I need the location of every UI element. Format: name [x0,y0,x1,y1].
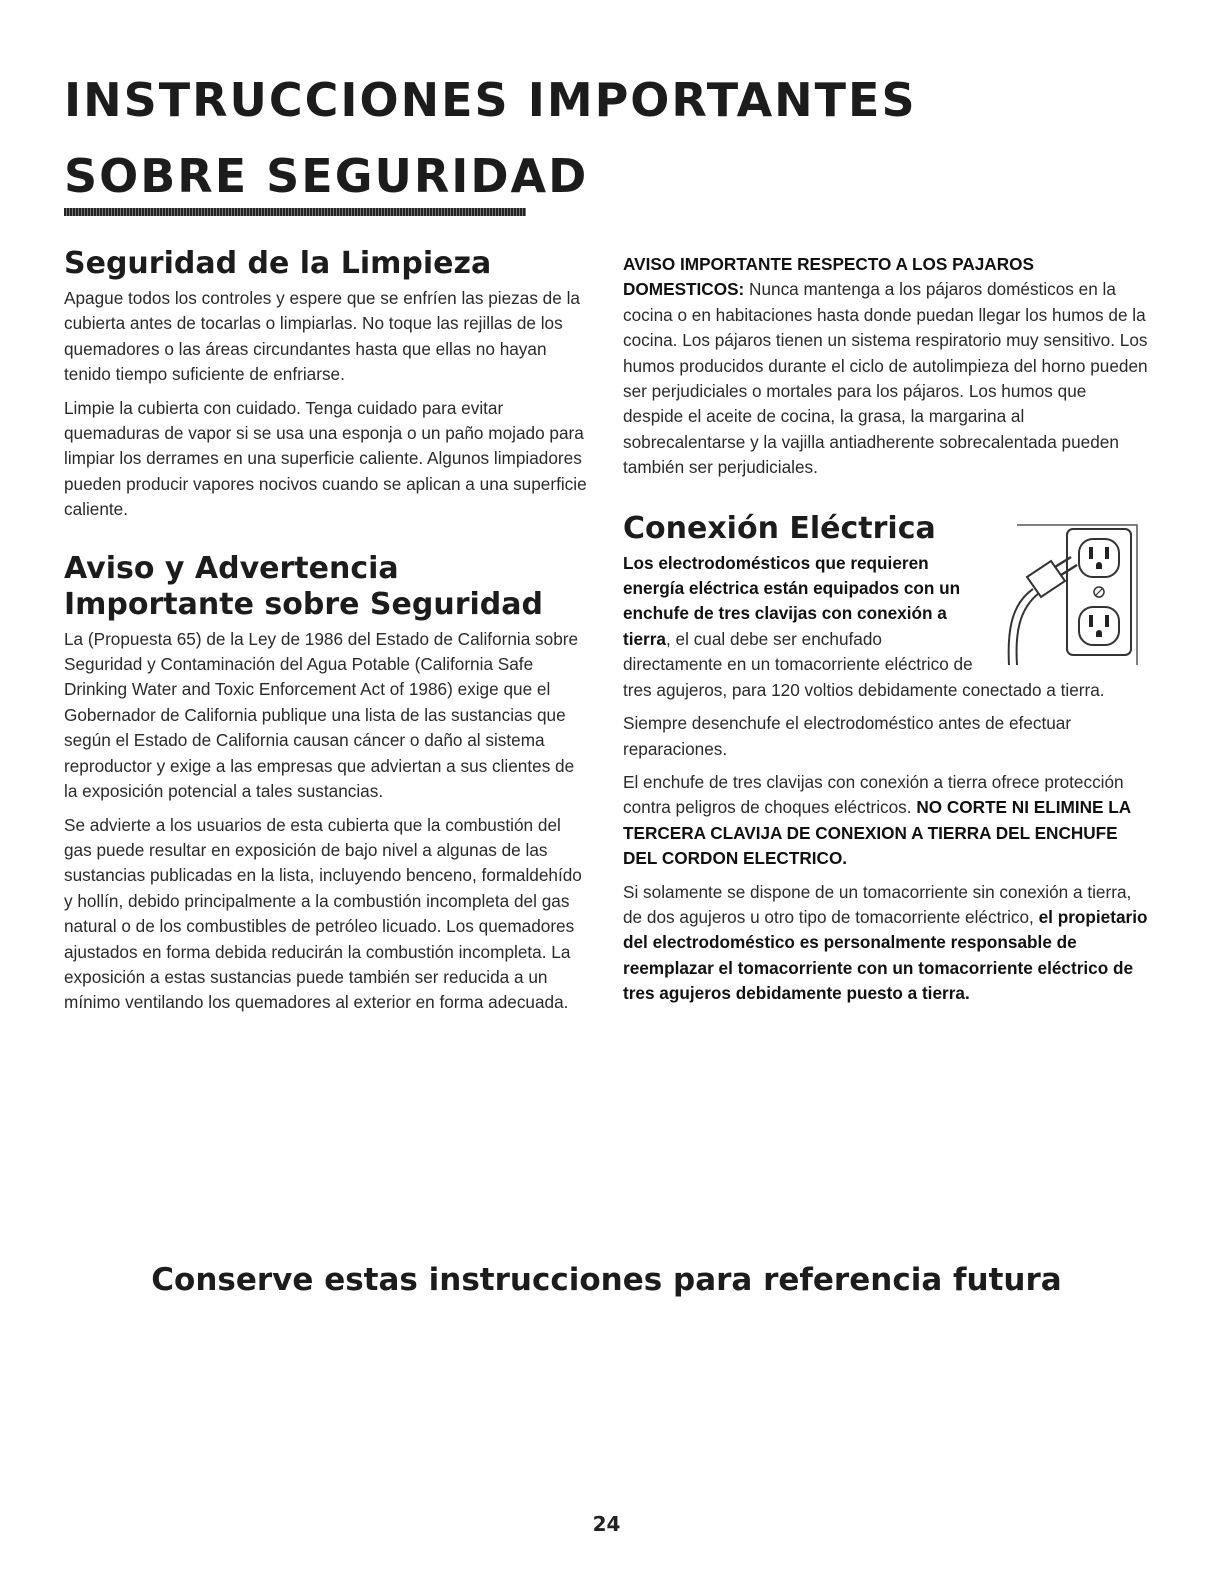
left-column [64,246,592,1016]
birds-paragraph [623,252,1149,481]
electric-paragraph-3 [623,770,1149,872]
cleaning-paragraph-2: Limpie la cubierta con cuidado. Tenga cuidado para evitar quemaduras de vapor si se usa una esponja o un paño mojado para limpiar los derrames en una superficie caliente. Algunos limpiadores pueden producir vapores nocivos cuando se aplican a una superficie caliente. [64,397,587,520]
electric-section [623,511,1149,1007]
electric-plug-requirement: Los electrodomésticos que requieren energía eléctrica están equipados con un enchufe de tres clavijas con conexión a tierra [623,552,961,649]
cleaning-paragraph-1: Apague todos los controles y espere que se enfríen las piezas de la cubierta antes de tocarlas o limpiarlas. No toque las rejillas de los quemadores o las áreas circundantes hasta que ellas no hayan tenido tiempo suficiente de enfriarse. [64,288,580,385]
warning-paragraph-1: La (Propuesta 65) de la Ley de 1986 del Estado de California sobre Seguridad y Contaminación del Agua Potable (California Safe Drinking Water and Toxic Enforcement Act of 1986) exige que el Gobernador de California publique una lista de las sustancias que según el Estado de California causan cáncer o daño al sistema reproductor y exige a las empresas que adviertan a sus clientes de la exposición potencial a tales sustancias. [64,628,579,802]
electric-protection-text: El enchufe de tres clavijas con conexión a tierra ofrece protección contra peligros de choques eléctricos. [623,771,1124,818]
page-title-line-1: INSTRUCCIONES IMPORTANTES [64,73,917,127]
title-rule [64,208,526,216]
electric-plug-instruction: , el cual debe ser enchufado directamente en un tomacorriente eléctrico de tres agujeros, para 120 voltios debidamente conectado a tierra. [623,628,1105,700]
cleaning-heading: Seguridad de la Limpieza [64,246,492,281]
electric-paragraph-4 [623,880,1149,1007]
page-number: 24 [592,1512,621,1536]
electric-heading: Conexión Eléctrica [623,510,936,546]
grounded-outlet-plug-icon [999,517,1149,667]
birds-body: Nunca mantenga a los pájaros domésticos en la cocina o en habitaciones hasta donde puedan llegar los humos de la cocina. Los pájaros tienen un sistema respiratorio muy sensitivo. Los humos producidos durante el ciclo de autolimpieza del horno pueden ser perjudiciales o mortales para los pájaros. Los humos que despide el aceite de cocina, la grasa, la margarina al sobrecalentarse y la vajilla antiadherente sobrecalentada pueden también ser perjudiciales. [623,279,1148,478]
electric-paragraph-2: Siempre desenchufe el electrodoméstico antes de efectuar reparaciones. [623,713,1072,759]
page-title [64,62,964,214]
birds-lead: AVISO IMPORTANTE RESPECTO A LOS PAJAROS DOMESTICOS: [623,254,1034,300]
page-title-line-2: SOBRE SEGURIDAD [64,149,589,203]
footer-note: Conserve estas instrucciones para referencia futura [151,1262,1062,1298]
right-column [623,246,1149,1007]
electric-owner-responsibility: el propietario del electrodoméstico es personalmente responsable de reemplazar el tomacorriente con un tomacorriente eléctrico de tres agujeros debidamente puesto a tierra. [623,906,1148,1004]
warning-paragraph-2: Se advierte a los usuarios de esta cubierta que la combustión del gas puede resultar en exposición de bajo nivel a algunas de las sustancias publicadas en la lista, incluyendo benceno, formaldehído y hollín, debido principalmente a la combustión incompleta del gas natural o de los combustibles de petróleo licuado. Los quemadores ajustados en forma debida reducirán la combustión incompleta. La exposición a estas sustancias puede también ser reducida a un mínimo ventilando los quemadores al exterior en forma adecuada. [64,814,582,1013]
electric-ungrounded-text: Si solamente se dispone de un tomacorriente sin conexión a tierra, de dos agujeros u otro tipo de tomacorriente eléctrico, [623,881,1132,927]
electric-do-not-cut-warning: NO CORTE NI ELIMINE LA TERCERA CLAVIJA DE CONEXION A TIERRA DEL ENCHUFE DEL CORDON ELECTRICO. [623,797,1131,869]
warning-heading: Aviso y Advertencia Importante sobre Seguridad [64,550,543,622]
